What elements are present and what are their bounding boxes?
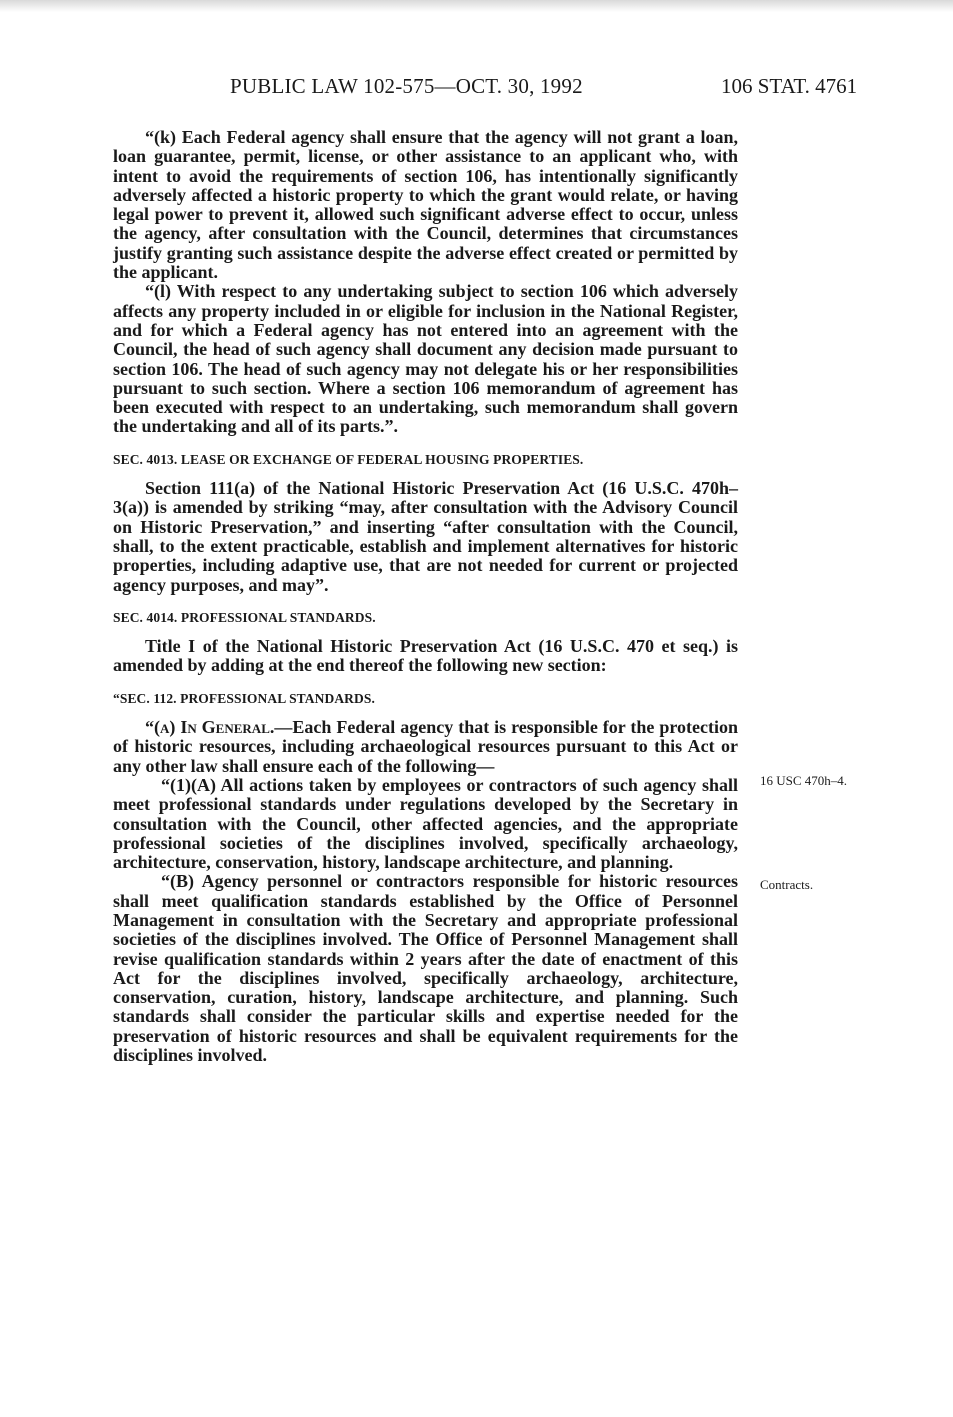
section-4014-text: Title I of the National Historic Preservation Act (16 U.S.C. 470 et seq.) is amended by adding at the end thereof the following new section:	[113, 636, 738, 676]
margin-note-contracts: Contracts.	[760, 877, 814, 892]
page-header-title: PUBLIC LAW 102-575—OCT. 30, 1992	[230, 74, 583, 98]
section-4013-heading: SEC. 4013. LEASE OR EXCHANGE OF FEDERAL HOUSING PROPERTIES.	[113, 451, 584, 467]
paragraph-B: “(B) Agency personnel or contractors responsible for historic resources shall meet qualification standards established by the Office of Personnel Management in consultation with the Secretary and appropriate professional societies of the disciplines involved. The Office of Personnel Management shall revise qualification standards within 2 years after the date of enactment of this Act for the disciplines involved, specifically archaeology, architecture, conservation, curation, history, landscape architecture, and planning. Such standards shall consider the particular skills and expertise needed for the preservation of historic resources and shall be equivalent requirements for the disciplines involved.	[113, 871, 738, 1066]
paragraph-k: “(k) Each Federal agency shall ensure that the agency will not grant a loan, loan guarantee, permit, license, or other assistance to an applicant who, with intent to avoid the requirements of section 106, has intentionally significantly adversely affected a historic property to which the grant would relate, or having legal power to prevent it, allowed such significant adverse effect to occur, unless the agency, after consultation with the Council, determines that circumstances justify granting such assistance despite the adverse effect created or permitted by the applicant.	[113, 127, 738, 283]
section-4014-heading: SEC. 4014. PROFESSIONAL STANDARDS.	[113, 609, 376, 625]
paragraph-1A: “(1)(A) All actions taken by employees or contractors of such agency shall meet professional standards under regulations developed by the Secretary in consultation with the Council, other affected agencies, and the appropriate professional societies of the disciplines involved, specifically archaeology, architecture, conservation, history, landscape architecture, and planning.	[113, 774, 738, 873]
section-4013-text: Section 111(a) of the National Historic Preservation Act (16 U.S.C. 470h–3(a)) is amended by striking “may, after consultation with the Advisory Council on Historic Preservation,” and inserting “after consultation with the Council, shall, to the extent practicable, establish and implement alternatives for historic properties, including adaptive use, that are not needed for current or projected agency purposes, and may”.	[113, 478, 738, 595]
scan-edge	[0, 0, 953, 12]
paragraph-a	[113, 718, 738, 776]
section-112-heading: “SEC. 112. PROFESSIONAL STANDARDS.	[113, 690, 375, 706]
paragraph-a-text: —Each Federal agency that is responsible for the protection of historic resources, including archaeological resources pursuant to this Act or any other law shall ensure each of the following—	[113, 717, 739, 776]
page-header-stat: 106 STAT. 4761	[721, 74, 858, 98]
paragraph-a-label: “(a) In General.	[145, 717, 275, 738]
margin-note-usc-reference: 16 USC 470h–4.	[760, 773, 848, 788]
document-body	[113, 128, 738, 1065]
paragraph-l: “(l) With respect to any undertaking subject to section 106 which adversely affects any property included in or eligible for inclusion in the National Register, and for which a Federal agency has not entered into an agreement with the Council, the head of such agency shall document any decision made pursuant to section 106. The head of such agency may not delegate his or her responsibilities pursuant to such section. Where a section 106 memorandum of agreement has been executed with respect to an undertaking, such memorandum shall govern the undertaking and all of its parts.”.	[113, 281, 738, 437]
